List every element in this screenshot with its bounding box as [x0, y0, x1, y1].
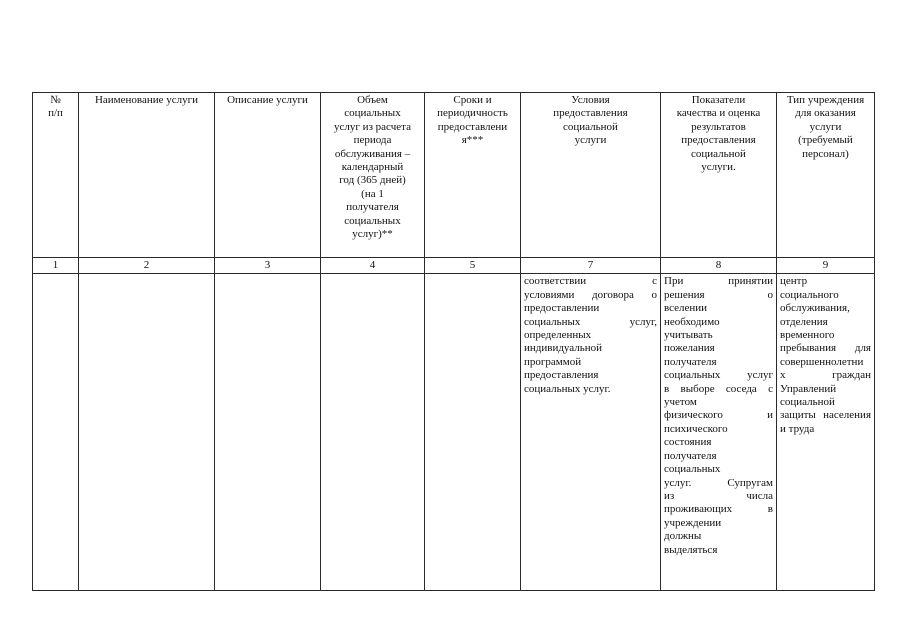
text-line: персонал): [802, 147, 849, 160]
text-line: результатов: [691, 120, 746, 133]
column-number: 4: [321, 258, 425, 274]
column-number: 9: [777, 258, 875, 274]
column-number: 3: [215, 258, 321, 274]
text-line: выделяться: [664, 543, 718, 556]
cell-empty: [425, 274, 521, 591]
text-line: социального: [780, 288, 839, 301]
text-line: обслуживания,: [780, 302, 850, 315]
text-line: Тип учреждения: [786, 94, 865, 106]
text-line: вселении: [664, 302, 708, 315]
text-line: защиты населения: [780, 409, 871, 422]
text-line: социальных: [344, 107, 401, 120]
cell-institution: [777, 274, 875, 591]
text-line: х граждан: [780, 369, 871, 382]
cell-conditions: [521, 274, 661, 591]
text-line: предоставлении: [524, 302, 600, 315]
cell-empty: [321, 274, 425, 591]
text-line: Описание услуги: [227, 94, 308, 106]
text-line: необходимо: [664, 315, 720, 328]
column-number: 8: [661, 258, 777, 274]
header-cell-service-volume: [321, 93, 425, 258]
text-line: пожелания: [664, 342, 715, 355]
text-line: получателя: [664, 355, 717, 368]
text-line: социальных: [664, 463, 721, 476]
text-line: должны: [664, 530, 702, 543]
text-line: Объем: [357, 94, 388, 106]
cell-empty: [79, 274, 215, 591]
text-line: из числа: [664, 489, 773, 502]
text-line: (требуемый: [798, 134, 853, 147]
text-line: периода: [353, 134, 392, 147]
text-line: Показатели: [691, 94, 746, 106]
text-line: предоставления: [681, 134, 756, 147]
text-line: социальных услуг.: [524, 382, 611, 395]
text-line: услуг)**: [352, 228, 393, 241]
text-line: предоставления: [524, 369, 599, 382]
text-line: для оказания: [795, 107, 856, 120]
text-line: обслуживания –: [334, 147, 411, 160]
text-line: проживающих в: [664, 503, 773, 516]
services-table: [32, 92, 875, 591]
column-number: 2: [79, 258, 215, 274]
header-cell-service-name: [79, 93, 215, 258]
text-line: (на 1: [361, 187, 384, 200]
text-line: отделения: [780, 315, 828, 328]
text-line: Сроки и: [453, 94, 492, 106]
header-cell-quality: [661, 93, 777, 258]
text-line: получателя: [346, 201, 399, 214]
column-number-row: [33, 258, 875, 274]
text-line: Наименование услуги: [94, 94, 199, 106]
text-line: условиями договора о: [524, 288, 657, 301]
text-line: программой: [524, 355, 582, 368]
text-line: социальной: [780, 396, 835, 409]
header-cell-institution-type: [777, 93, 875, 258]
text-line: получателя: [664, 449, 717, 462]
text-line: периодичность: [437, 107, 508, 120]
text-line: социальных: [344, 214, 401, 227]
text-line: социальных услуг: [664, 369, 773, 382]
text-line: услуги.: [701, 161, 736, 174]
text-line: №: [50, 94, 61, 106]
text-line: пребывания для: [780, 342, 871, 355]
text-line: предоставления: [553, 107, 628, 120]
text-line: учитывать: [664, 329, 713, 342]
text-line: состояния: [664, 436, 712, 449]
column-number: 5: [425, 258, 521, 274]
header-cell-number: [33, 93, 79, 258]
text-line: учетом: [664, 396, 697, 409]
text-line: я***: [461, 134, 484, 147]
text-line: услуги: [574, 134, 607, 147]
text-line: год (365 дней): [339, 174, 406, 187]
text-line: предоставлени: [437, 120, 508, 133]
text-line: услуг. Супругам: [664, 476, 773, 489]
text-line: и труда: [780, 422, 815, 435]
text-line: индивидуальной: [524, 342, 603, 355]
header-cell-conditions: [521, 93, 661, 258]
cell-empty: [215, 274, 321, 591]
column-number: 7: [521, 258, 661, 274]
text-line: услуг из расчета: [334, 120, 411, 133]
text-line: определенных: [524, 329, 592, 342]
text-line: Управлений: [780, 382, 837, 395]
text-line: социальных услуг,: [524, 315, 657, 328]
text-line: При принятии: [664, 275, 773, 288]
text-line: временного: [780, 329, 835, 342]
text-line: в выборе соседа с: [664, 382, 773, 395]
cell-empty: [33, 274, 79, 591]
cell-quality: [661, 274, 777, 591]
text-line: календарный: [341, 161, 404, 174]
text-line: физического и: [664, 409, 773, 422]
text-line: качества и оценка: [676, 107, 761, 120]
text-line: психического: [664, 422, 728, 435]
table-row: [33, 274, 875, 591]
text-line: услуги: [809, 120, 842, 133]
text-line: центр: [780, 275, 808, 288]
text-line: совершеннолетни: [780, 355, 864, 368]
column-number: 1: [33, 258, 79, 274]
header-cell-terms: [425, 93, 521, 258]
header-row: [33, 93, 875, 258]
text-line: учреждении: [664, 516, 722, 529]
header-cell-service-description: [215, 93, 321, 258]
text-line: социальной: [563, 120, 618, 133]
text-line: Условия: [571, 94, 610, 106]
text-line: п/п: [48, 107, 63, 120]
text-line: соответствии с: [524, 275, 657, 288]
text-line: решения о: [664, 288, 773, 301]
text-line: социальной: [691, 147, 746, 160]
